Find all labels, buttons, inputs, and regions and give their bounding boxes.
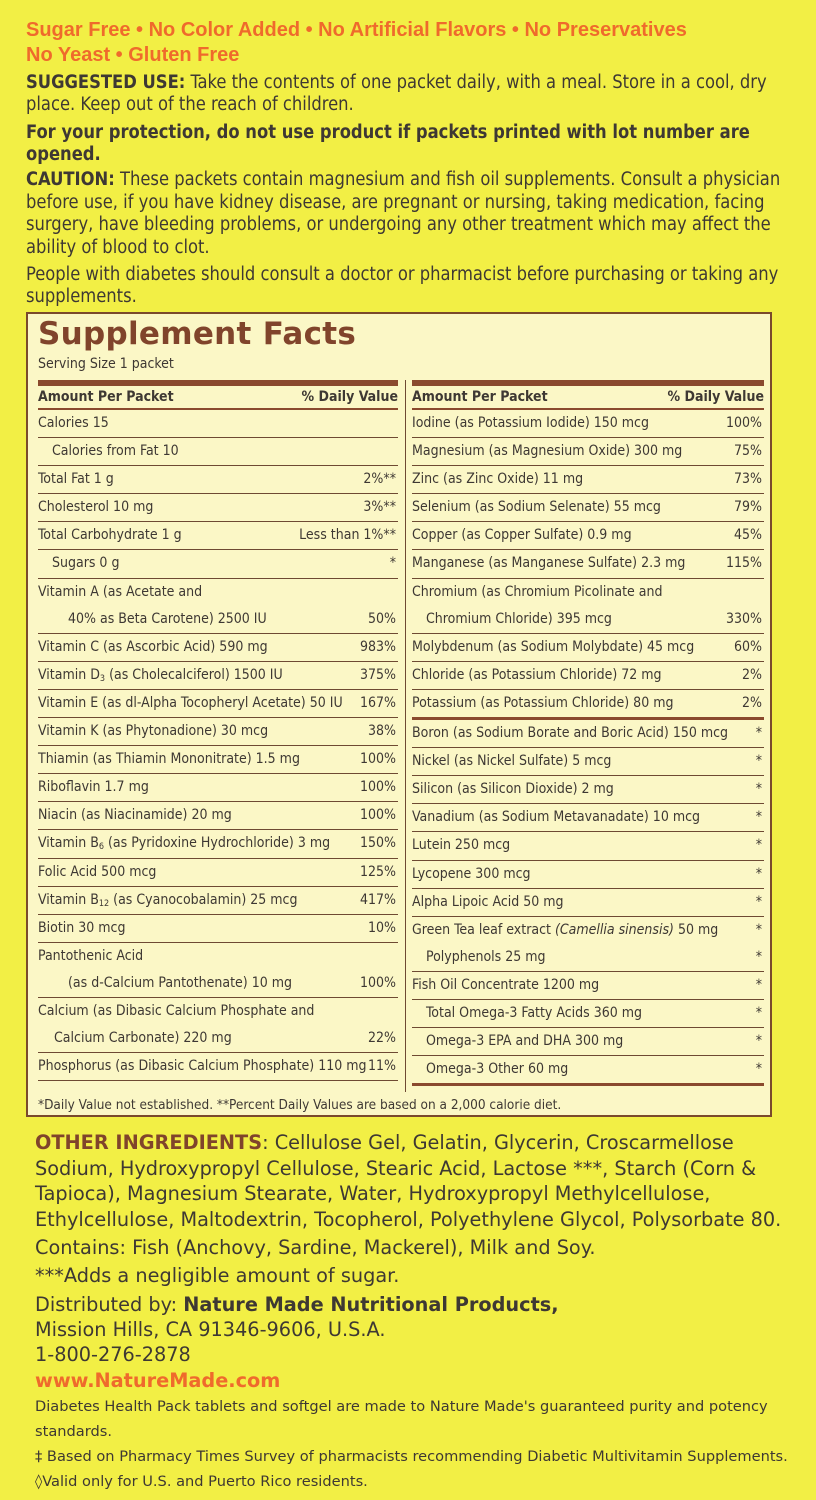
nutrient-name: [38, 1053, 367, 1080]
nutrient-name: [412, 1028, 623, 1055]
nutrient-text: Polyphenols 25 mg: [426, 948, 546, 965]
nutrient-text: Biotin 30 mcg: [38, 919, 126, 936]
sugar-note: ***Adds a negligible amount of sugar.: [35, 1264, 400, 1287]
daily-value: 100%: [359, 807, 396, 824]
nutrient-name: [38, 970, 292, 997]
dv-header: % Daily Value: [301, 389, 398, 405]
daily-value: *: [755, 893, 762, 910]
nutrient-name: [412, 832, 510, 859]
caution-notice: [26, 169, 796, 259]
facts-row: [412, 1056, 764, 1086]
vitamin-prefix: Vitamin B: [38, 835, 99, 852]
daily-value: *: [755, 753, 762, 770]
facts-row: [412, 944, 764, 972]
nutrient-name: [38, 859, 156, 886]
nutrient-name: [412, 861, 531, 888]
daily-value: 983%: [359, 638, 396, 655]
nutrient-text: Vitamin E (as dl-Alpha Tocopheryl Acetate) 50 IU: [38, 694, 343, 711]
distributor-phone: 1-800-276-2878: [35, 1343, 191, 1366]
nutrient-text: Calories 15: [38, 415, 109, 431]
facts-row: [38, 774, 398, 802]
daily-value: 100%: [359, 779, 396, 796]
nutrient-name: [38, 746, 300, 773]
facts-row: [412, 606, 764, 634]
other-ingredients-text: : Cellulose Gel, Gelatin, Glycerin, Croscarmellose Sodium, Hydroxypropyl Cellulose, Stearic Acid, Lactose ***, Starch (Corn & Tapioca), Magnesium Stearate, Water, Hydroxypropyl Methylcellulose, Ethylcellulose, Maltodextrin, Tocopherol, Polyethylene Glycol, Polysorbate 80.: [35, 1131, 782, 1231]
facts-row: [38, 859, 398, 887]
suggested-use: [26, 72, 796, 116]
nutrient-text: Fish Oil Concentrate 1200 mg: [412, 976, 600, 993]
facts-left-column: [38, 380, 398, 1081]
nutrient-text: Cholesterol 10 mg: [38, 499, 154, 516]
daily-value: 60%: [734, 638, 762, 655]
facts-row: [38, 943, 398, 970]
nutrient-text: Chromium (as Chromium Picolinate and: [412, 583, 663, 600]
daily-value: *: [755, 976, 762, 993]
daily-value: [396, 438, 398, 465]
disclaimer-2: ‡ Based on Pharmacy Times Survey of pharmacists recommending Diabetic Multivitamin Supplements.: [35, 1448, 788, 1465]
suggested-use-text: Take the contents of one packet daily, with a meal. Store in a cool, dry place. Keep out of the reach of children.: [26, 72, 767, 115]
nutrient-name: [38, 915, 125, 942]
nutrient-text: Green Tea leaf extract: [412, 921, 555, 938]
diabetes-note: People with diabetes should consult a doctor or pharmacist before purchasing or taking any supplements.: [26, 264, 779, 307]
facts-row: [412, 1000, 764, 1028]
vitamin-prefix: Vitamin B: [38, 891, 99, 908]
facts-row: [412, 720, 764, 748]
amount-header: Amount Per Packet: [38, 389, 174, 405]
facts-row: [412, 917, 764, 944]
daily-value: *: [755, 1061, 762, 1078]
facts-row: [38, 662, 398, 690]
amount-header: Amount Per Packet: [412, 389, 548, 405]
daily-value: *: [755, 1033, 762, 1050]
facts-row: [38, 998, 398, 1025]
nutrient-name: [412, 522, 632, 549]
nutrient-name: [38, 606, 267, 633]
facts-row: [412, 494, 764, 522]
distributor-name: Nature Made Nutritional Products,: [183, 1293, 559, 1316]
facts-row: [38, 494, 398, 522]
facts-row: [412, 522, 764, 550]
dv-header: % Daily Value: [667, 389, 764, 405]
nutrient-name: [38, 943, 143, 970]
nutrient-name: [38, 410, 109, 437]
nutrient-name: [412, 690, 673, 717]
facts-row: [412, 832, 764, 860]
daily-value: [762, 579, 764, 606]
nutrient-name: [412, 550, 685, 577]
other-ingredients-label: OTHER INGREDIENTS: [35, 1131, 263, 1154]
nutrient-text: (as Cholecalciferol) 1500 IU: [109, 666, 283, 683]
daily-value: *: [755, 1004, 762, 1021]
distributor-address: Mission Hills, CA 91346-9606, U.S.A.: [35, 1318, 386, 1341]
nutrient-text: Zinc (as Zinc Oxide) 11 mg: [412, 471, 584, 488]
daily-value: 3%**: [363, 499, 396, 516]
lower-text-block: [35, 1130, 795, 1494]
disclaimer-1: Diabetes Health Pack tablets and softgel are made to Nature Made's guaranteed purity and potency standards.: [35, 1398, 768, 1440]
facts-row: [38, 579, 398, 606]
caution-text: These packets contain magnesium and fish oil supplements. Consult a physician before use, if you have kidney disease, are pregnant or nursing, taking medication, facing surgery, have bleeding problems, or undergoing any other treatment which may affect the ability of blood to clot.: [26, 169, 781, 258]
nutrient-name: [412, 662, 662, 689]
nutrient-name: [38, 690, 343, 717]
nutrient-text: Total Carbohydrate 1 g: [38, 527, 182, 544]
facts-row: [38, 915, 398, 943]
nutrient-name: [38, 662, 283, 689]
nutrient-name: [412, 917, 718, 944]
nutrient-name: [412, 1056, 568, 1083]
facts-row: [38, 887, 398, 915]
nutrient-text: (as Cyanocobalamin) 25 mcg: [113, 891, 298, 908]
nutrient-name: [412, 466, 583, 493]
daily-value: *: [755, 809, 762, 826]
nutrient-name: [38, 830, 330, 857]
daily-value: 2%**: [363, 471, 396, 488]
right-rows: [412, 410, 764, 1086]
nutrient-text: Thiamin (as Thiamin Mononitrate) 1.5 mg: [38, 751, 300, 768]
facts-row: [38, 970, 398, 998]
daily-value: *: [389, 555, 396, 572]
vitamin-subscript: 12: [98, 898, 110, 909]
daily-value: Less than 1%**: [299, 527, 396, 544]
daily-value: *: [755, 865, 762, 882]
nutrient-text: 40% as Beta Carotene) 2500 IU: [68, 610, 267, 627]
nutrient-text: Total Omega-3 Fatty Acids 360 mg: [426, 1004, 643, 1021]
daily-value: *: [755, 725, 762, 742]
nutrient-name: [38, 998, 314, 1025]
nutrient-text: Riboflavin 1.7 mg: [38, 779, 149, 796]
daily-value: 100%: [725, 415, 762, 431]
distributor-label: Distributed by:: [35, 1293, 184, 1316]
facts-row: [412, 776, 764, 804]
nutrient-name: [412, 889, 564, 916]
nutrient-name: [412, 804, 700, 831]
serving-size: Serving Size 1 packet: [38, 356, 174, 372]
facts-row: [38, 746, 398, 774]
facts-row: [38, 606, 398, 634]
nutrient-text: Calcium Carbonate) 220 mg: [54, 1030, 232, 1047]
nutrient-name: [38, 522, 182, 549]
nutrient-name: [38, 494, 153, 521]
facts-row: [412, 690, 764, 720]
facts-row: [38, 466, 398, 494]
facts-row: [412, 550, 764, 578]
product-claims: [26, 18, 796, 68]
nutrient-name: [412, 410, 649, 437]
nutrient-text: Copper (as Copper Sulfate) 0.9 mg: [412, 527, 632, 544]
caution-label: CAUTION:: [26, 169, 115, 190]
nutrient-text: Niacin (as Niacinamide) 20 mg: [38, 807, 232, 824]
daily-value: 417%: [359, 891, 396, 908]
nutrient-text: (as d-Calcium Pantothenate) 10 mg: [68, 974, 293, 991]
daily-value: 150%: [359, 835, 396, 852]
nutrient-text: Magnesium (as Magnesium Oxide) 300 mg: [412, 443, 683, 460]
nutrient-text: Boron (as Sodium Borate and Boric Acid) 150 mcg: [412, 725, 729, 742]
nutrient-text: Vitamin A (as Acetate and: [38, 583, 203, 600]
nutrient-name: [412, 972, 599, 999]
daily-value: 115%: [725, 555, 762, 572]
nutrient-name: [38, 550, 119, 577]
daily-value: [396, 998, 398, 1025]
daily-value: *: [755, 837, 762, 854]
daily-value: 2%: [742, 694, 762, 711]
nutrient-text: Manganese (as Manganese Sulfate) 2.3 mg: [412, 555, 686, 572]
nutrient-text: Silicon (as Silicon Dioxide) 2 mg: [412, 781, 614, 798]
website-link[interactable]: www.NatureMade.com: [35, 1369, 281, 1392]
top-text-block: [26, 18, 796, 308]
facts-row: [412, 466, 764, 494]
daily-value: 79%: [734, 499, 762, 516]
nutrient-text: Alpha Lipoic Acid 50 mg: [412, 893, 564, 910]
daily-value: 22%: [368, 1030, 396, 1047]
facts-row: [38, 550, 398, 578]
nutrient-name: [38, 1025, 232, 1052]
daily-value: 100%: [359, 974, 396, 991]
daily-value: 38%: [368, 723, 396, 740]
facts-row: [38, 1025, 398, 1053]
nutrient-text: Chloride (as Potassium Chloride) 72 mg: [412, 666, 662, 683]
nutrient-text: Molybdenum (as Sodium Molybdate) 45 mcg: [412, 638, 695, 655]
facts-row: [412, 748, 764, 776]
daily-value: 375%: [359, 666, 396, 683]
nutrient-name: [38, 634, 268, 661]
daily-value: 167%: [359, 694, 396, 711]
daily-value: *: [755, 921, 762, 938]
daily-value: 125%: [359, 863, 396, 880]
nutrient-text: Omega-3 Other 60 mg: [426, 1061, 569, 1078]
daily-value: *: [755, 781, 762, 798]
supplement-facts-title: Supplement Facts: [38, 316, 357, 352]
daily-value: 10%: [368, 919, 396, 936]
daily-value: [396, 579, 398, 606]
nutrient-text: Phosphorus (as Dibasic Calcium Phosphate) 110 mg: [38, 1058, 367, 1075]
nutrient-name: [412, 606, 612, 633]
nutrient-name: [412, 720, 728, 747]
vitamin-prefix: Vitamin D: [38, 666, 100, 683]
facts-row: [38, 690, 398, 718]
nutrient-text: Total Fat 1 g: [38, 471, 114, 488]
facts-row: [38, 830, 398, 858]
facts-right-column: [412, 380, 764, 1086]
daily-value: 75%: [734, 443, 762, 460]
nutrient-text: Pantothenic Acid: [38, 947, 144, 964]
nutrient-text: Selenium (as Sodium Selenate) 55 mcg: [412, 499, 661, 516]
daily-value: 73%: [734, 471, 762, 488]
claims-line-1: Sugar Free • No Color Added • No Artificial Flavors • No Preservatives: [26, 19, 687, 41]
nutrient-text: Lutein 250 mcg: [412, 837, 511, 854]
nutrient-text: Vitamin K (as Phytonadione) 30 mcg: [38, 723, 269, 740]
distributor: [35, 1292, 795, 1367]
latin-name: (Camellia sinensis): [554, 921, 674, 938]
nutrient-name: [38, 718, 268, 745]
claims-line-2: No Yeast • Gluten Free: [26, 44, 240, 66]
left-rows: [38, 410, 398, 1081]
daily-value: *: [755, 948, 762, 965]
amount: 50 mg: [673, 921, 719, 938]
nutrient-name: [38, 438, 179, 465]
nutrient-text: Lycopene 300 mcg: [412, 865, 531, 882]
nutrient-text: Calories from Fat 10: [52, 443, 179, 460]
supplement-facts-panel: [26, 312, 772, 1117]
facts-row: [412, 662, 764, 690]
facts-row: [412, 410, 764, 438]
daily-value: 330%: [725, 610, 762, 627]
right-header: [412, 386, 764, 410]
nutrient-name: [38, 466, 114, 493]
nutrient-name: [38, 579, 202, 606]
nutrient-name: [412, 634, 694, 661]
nutrient-name: [412, 748, 611, 775]
facts-row: [412, 438, 764, 466]
nutrient-text: Folic Acid 500 mcg: [38, 863, 157, 880]
facts-row: [38, 1053, 398, 1081]
facts-row: [38, 438, 398, 466]
nutrient-name: [412, 944, 546, 971]
facts-row: [38, 634, 398, 662]
left-header: [38, 386, 398, 410]
vitamin-subscript: 6: [98, 842, 105, 853]
nutrient-name: [412, 579, 662, 606]
nutrient-name: [412, 438, 682, 465]
disclaimer-3: ◊Valid only for U.S. and Puerto Rico residents.: [35, 1473, 368, 1490]
nutrient-name: [412, 776, 614, 803]
daily-value: [396, 943, 398, 970]
facts-row: [412, 634, 764, 662]
daily-value: 11%: [368, 1058, 396, 1075]
daily-value: 2%: [742, 666, 762, 683]
daily-value: [396, 410, 398, 437]
allergen-statement: Contains: Fish (Anchovy, Sardine, Mackerel), Milk and Soy.: [35, 1236, 596, 1259]
nutrient-name: [38, 887, 297, 914]
facts-row: [412, 804, 764, 832]
daily-value: 50%: [368, 610, 396, 627]
nutrient-text: Sugars 0 g: [52, 555, 120, 572]
other-ingredients: [35, 1130, 795, 1232]
facts-row: [38, 410, 398, 438]
suggested-use-label: SUGGESTED USE:: [26, 72, 186, 93]
nutrient-name: [412, 494, 661, 521]
facts-row: [38, 718, 398, 746]
nutrient-text: Calcium (as Dibasic Calcium Phosphate and: [38, 1002, 315, 1019]
daily-value: 100%: [359, 751, 396, 768]
facts-row: [412, 1028, 764, 1056]
nutrient-name: [412, 1000, 642, 1027]
nutrient-text: Vitamin C (as Ascorbic Acid) 590 mg: [38, 638, 268, 655]
facts-row: [412, 579, 764, 606]
nutrient-text: Chromium Chloride) 395 mcg: [426, 610, 612, 627]
nutrient-text: Nickel (as Nickel Sulfate) 5 mcg: [412, 753, 612, 770]
facts-row: [412, 861, 764, 889]
protection-notice: For your protection, do not use product if packets printed with lot number are opened.: [26, 122, 750, 165]
nutrient-name: [38, 774, 149, 801]
nutrient-name: [38, 802, 232, 829]
facts-row: [38, 522, 398, 550]
vitamin-subscript: 3: [99, 673, 106, 684]
nutrient-text: Iodine (as Potassium Iodide) 150 mcg: [412, 415, 649, 431]
facts-row: [412, 889, 764, 917]
nutrient-text: Potassium (as Potassium Chloride) 80 mg: [412, 694, 674, 711]
daily-value: 45%: [734, 527, 762, 544]
column-divider: [405, 380, 406, 1092]
nutrient-text: Vanadium (as Sodium Metavanadate) 10 mcg: [412, 809, 701, 826]
facts-footnote: *Daily Value not established. **Percent Daily Values are based on a 2,000 calorie diet.: [38, 1097, 562, 1113]
facts-row: [412, 972, 764, 1000]
nutrient-text: (as Pyridoxine Hydrochloride) 3 mg: [108, 835, 331, 852]
facts-row: [38, 802, 398, 830]
nutrient-text: Omega-3 EPA and DHA 300 mg: [426, 1033, 624, 1050]
